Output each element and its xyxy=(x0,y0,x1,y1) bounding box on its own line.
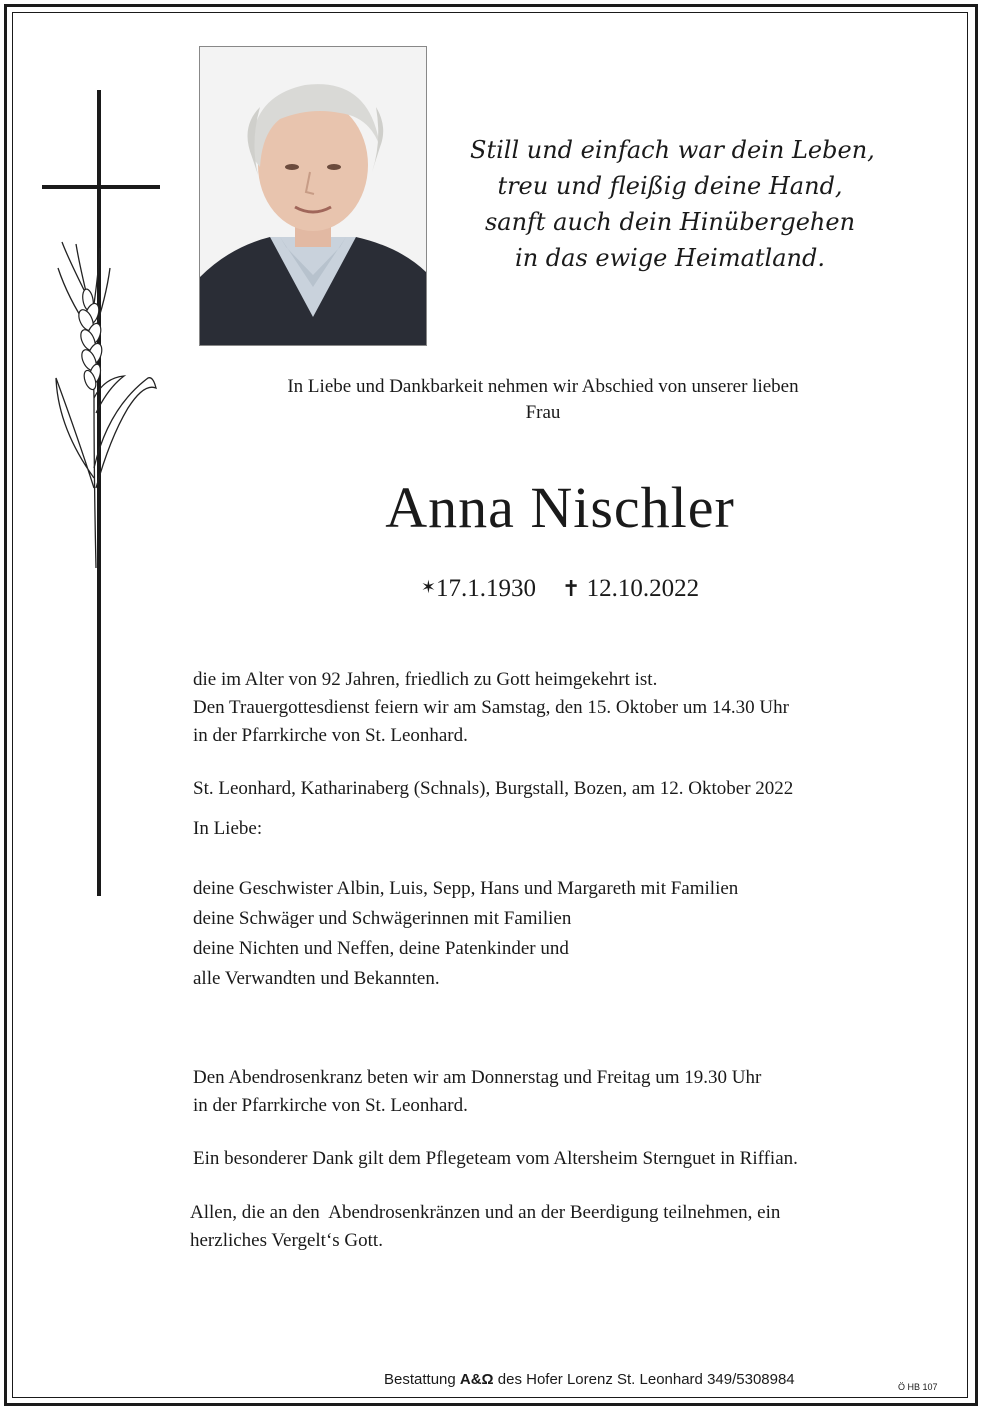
death-date: 12.10.2022 xyxy=(586,575,700,602)
intro-text xyxy=(200,374,886,426)
poem-line: treu und fleißig deine Hand, xyxy=(497,172,843,200)
poem-line: Still und einfach war dein Leben, xyxy=(470,136,875,164)
mourner-line: alle Verwandten und Bekannten. xyxy=(193,968,440,989)
announcement-line: Den Trauergottesdienst feiern wir am Samstag, den 15. Oktober um 14.30 Uhr xyxy=(193,697,789,718)
rosary-line: in der Pfarrkirche von St. Leonhard. xyxy=(193,1095,468,1116)
mourners-list xyxy=(193,874,738,994)
footer-prefix: Bestattung xyxy=(384,1371,456,1388)
poem-line: in das ewige Heimatland. xyxy=(515,244,825,272)
cross-horizontal-bar xyxy=(42,185,160,189)
announcement-line: die im Alter von 92 Jahren, friedlich zu Gott heimgekehrt ist. xyxy=(193,669,658,690)
rosary-info xyxy=(193,1064,761,1120)
announcement xyxy=(193,666,789,750)
closing-text xyxy=(190,1199,780,1255)
announcement-line: in der Pfarrkirche von St. Leonhard. xyxy=(193,725,468,746)
poem xyxy=(470,132,875,276)
wheat-ear-icon xyxy=(48,238,163,578)
template-code: Ö HB 107 xyxy=(898,1382,938,1392)
in-love-label: In Liebe: xyxy=(193,818,263,839)
intro-line: Frau xyxy=(525,402,561,423)
footer-suffix: des Hofer Lorenz St. Leonhard 349/5308984 xyxy=(497,1371,795,1388)
birth-date: 17.1.1930 xyxy=(435,575,536,602)
death-cross-icon: ✝ xyxy=(561,577,581,602)
thanks-text: Ein besonderer Dank gilt dem Pflegeteam vom Altersheim Sternguet in Riffian. xyxy=(193,1148,798,1169)
mourner-line: deine Nichten und Neffen, deine Patenkinder und xyxy=(193,938,569,959)
place-date: St. Leonhard, Katharinaberg (Schnals), Burgstall, Bozen, am 12. Oktober 2022 xyxy=(193,778,794,799)
funeral-home-footer xyxy=(384,1371,795,1388)
poem-line: sanft auch dein Hinübergehen xyxy=(484,208,856,236)
rosary-line: Den Abendrosenkranz beten wir am Donnerstag und Freitag um 19.30 Uhr xyxy=(193,1067,762,1088)
deceased-name: Anna Nischler xyxy=(385,475,735,540)
mourner-line: deine Schwäger und Schwägerinnen mit Familien xyxy=(193,908,572,929)
funeral-home-logo: A&Ω xyxy=(459,1371,494,1388)
intro-line: In Liebe und Dankbarkeit nehmen wir Abschied von unserer lieben xyxy=(287,376,799,397)
life-dates xyxy=(390,570,730,608)
portrait-photo xyxy=(199,46,427,346)
closing-line: Allen, die an den Abendrosenkränzen und an der Beerdigung teilnehmen, ein xyxy=(190,1202,781,1223)
birth-star-icon: ✶ xyxy=(420,577,436,598)
closing-line: herzliches Vergelt‘s Gott. xyxy=(190,1230,383,1251)
mourner-line: deine Geschwister Albin, Luis, Sepp, Hans und Margareth mit Familien xyxy=(193,878,739,899)
